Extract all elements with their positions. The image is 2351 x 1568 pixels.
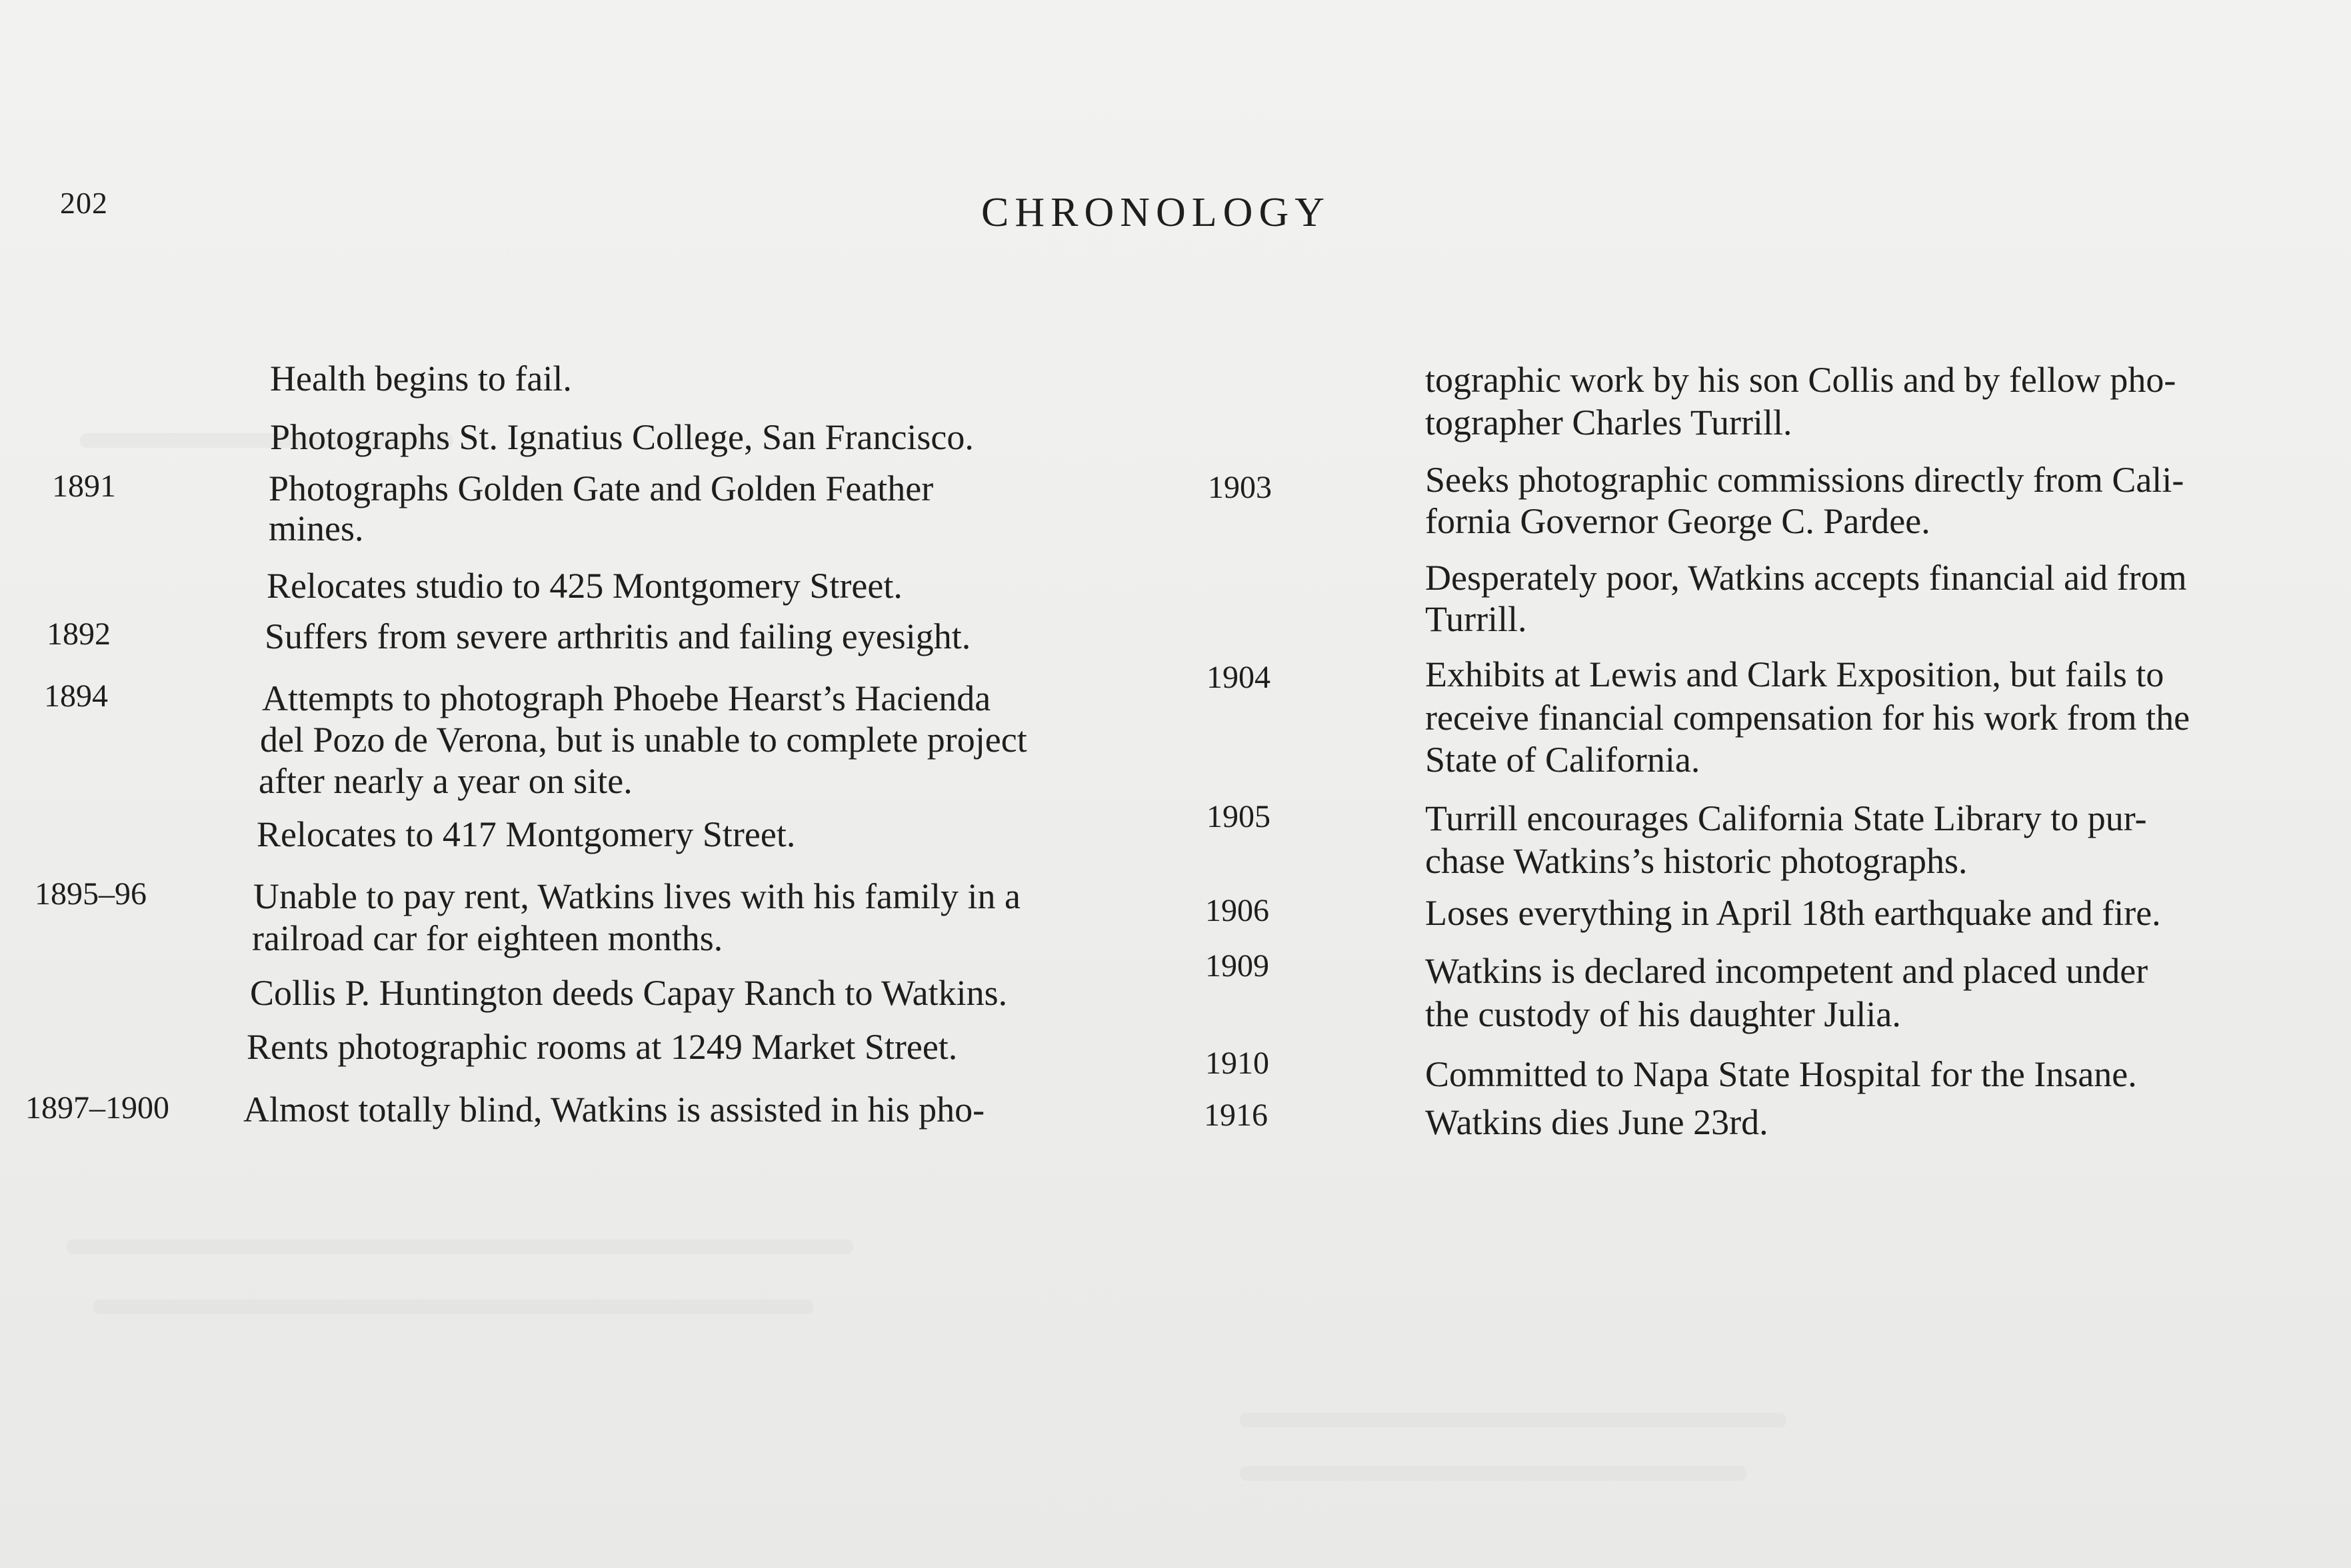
chronology-entry-line: fornia Governor George C. Pardee. <box>1425 501 1930 541</box>
entry-year: 1891 <box>52 468 116 504</box>
chronology-entry-line: Photographs Golden Gate and Golden Feather <box>269 468 934 508</box>
bleed-through-mark <box>1240 1413 1786 1427</box>
entry-year: 1894 <box>44 678 108 714</box>
entry-year: 1916 <box>1204 1098 1268 1133</box>
bleed-through-mark <box>1240 1466 1746 1481</box>
chronology-entry: Almost totally blind, Watkins is assisted in his pho- <box>243 1090 985 1130</box>
chronology-entry: Suffers from severe arthritis and failing eyesight. <box>265 616 971 656</box>
chronology-entry-line: del Pozo de Verona, but is unable to complete project <box>260 720 1027 760</box>
bleed-through-mark <box>67 1239 853 1254</box>
entry-year: 1895–96 <box>35 876 147 912</box>
entry-year: 1906 <box>1205 893 1269 928</box>
chronology-entry-line: receive financial compensation for his work from the <box>1425 698 2190 738</box>
entry-year: 1892 <box>47 616 111 652</box>
chronology-entry: Relocates to 417 Montgomery Street. <box>257 814 796 854</box>
chronology-entry-line: mines. <box>269 508 364 548</box>
chronology-entry-line: railroad car for eighteen months. <box>252 918 723 958</box>
chronology-entry: Loses everything in April 18th earthquake and fire. <box>1425 893 2161 933</box>
entry-year: 1904 <box>1206 660 1270 695</box>
chronology-entry-line: tographer Charles Turrill. <box>1425 402 1792 442</box>
bleed-through-mark <box>93 1299 813 1314</box>
chronology-entry-line: tographic work by his son Collis and by fellow pho- <box>1425 360 2176 400</box>
chronology-entry: Photographs St. Ignatius College, San Francisco. <box>270 417 974 457</box>
entry-year: 1897–1900 <box>25 1090 169 1126</box>
running-head: CHRONOLOGY <box>981 190 1330 235</box>
chronology-entry: Relocates studio to 425 Montgomery Street. <box>267 566 903 606</box>
chronology-entry-line: Desperately poor, Watkins accepts financial aid from <box>1425 558 2187 598</box>
chronology-entry-line: Unable to pay rent, Watkins lives with his family in a <box>253 876 1021 916</box>
chronology-entry: Committed to Napa State Hospital for the Insane. <box>1425 1054 2137 1094</box>
chronology-entry-line: Turrill encourages California State Library to pur- <box>1425 798 2147 838</box>
page-number: 202 <box>60 186 108 220</box>
chronology-entry-line: Watkins is declared incompetent and placed under <box>1425 951 2148 991</box>
chronology-entry-line: Seeks photographic commissions directly from Cali- <box>1425 460 2184 500</box>
entry-year: 1909 <box>1205 948 1269 984</box>
chronology-entry-line: State of California. <box>1425 740 1700 780</box>
entry-year: 1905 <box>1206 799 1270 834</box>
chronology-entry: Watkins dies June 23rd. <box>1425 1102 1768 1142</box>
chronology-entry-line: Attempts to photograph Phoebe Hearst’s Hacienda <box>262 678 991 718</box>
chronology-entry-line: Turrill. <box>1425 599 1527 639</box>
chronology-entry-line: chase Watkins’s historic photographs. <box>1425 841 1968 881</box>
entry-year: 1903 <box>1208 470 1272 505</box>
chronology-entry: Collis P. Huntington deeds Capay Ranch to Watkins. <box>250 973 1008 1013</box>
chronology-entry-line: the custody of his daughter Julia. <box>1425 994 1901 1034</box>
entry-year: 1910 <box>1205 1046 1269 1081</box>
chronology-entry-line: Exhibits at Lewis and Clark Exposition, but fails to <box>1425 654 2164 694</box>
chronology-entry: Rents photographic rooms at 1249 Market Street. <box>247 1027 958 1067</box>
chronology-entry: Health begins to fail. <box>270 359 572 398</box>
chronology-entry-line: after nearly a year on site. <box>259 761 633 801</box>
